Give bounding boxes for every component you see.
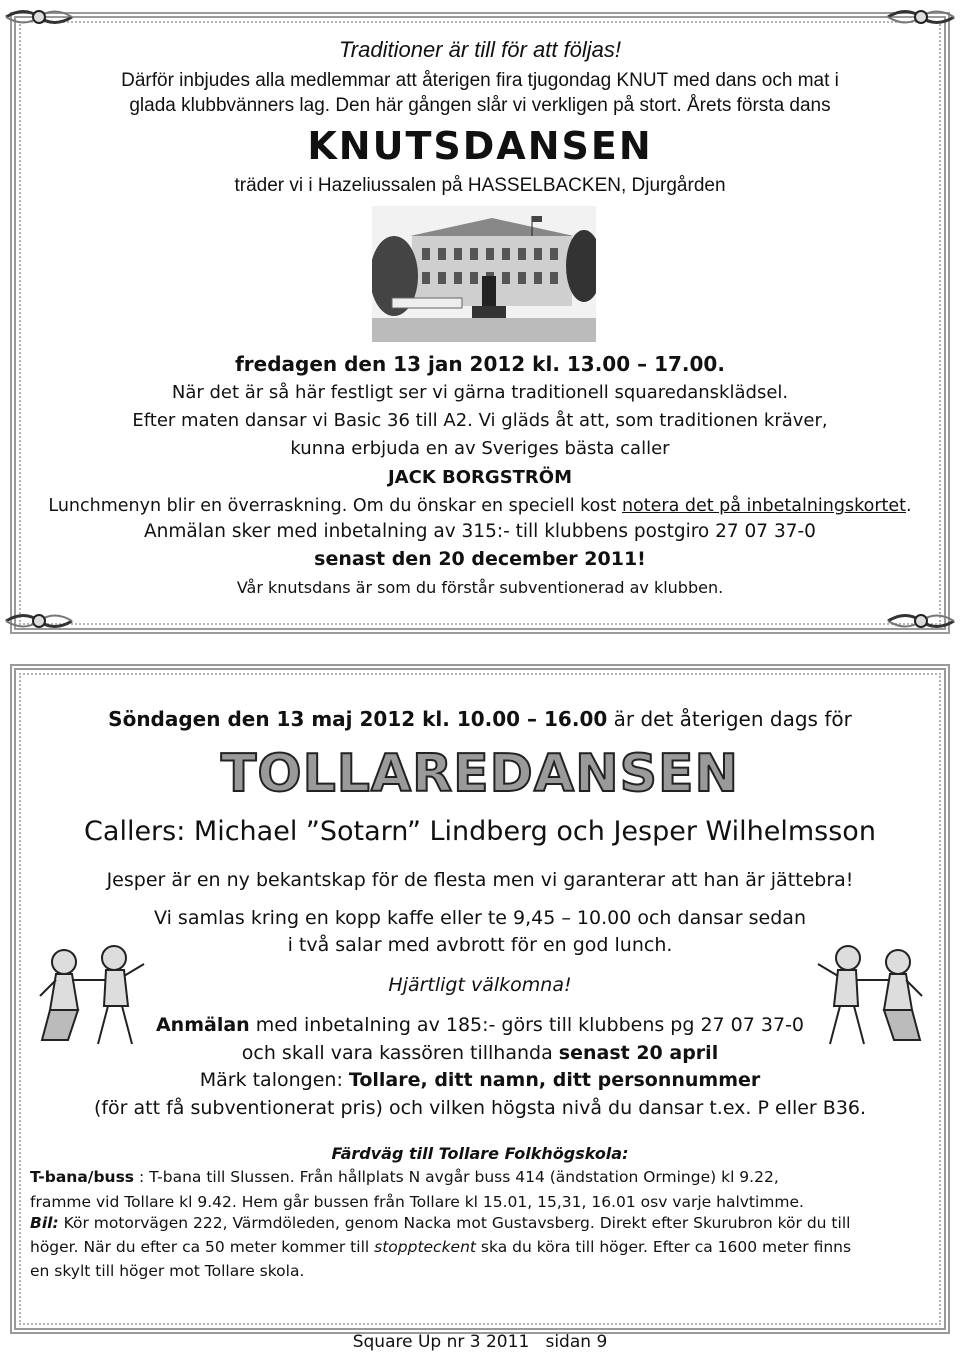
knutsdansen-title: KNUTSDANSEN	[307, 124, 653, 168]
car-label: Bil:	[30, 1214, 59, 1232]
rope-knot-icon	[886, 608, 956, 634]
coffee-line-2: i två salar med avbrott för en god lunch.	[287, 934, 673, 956]
after-food-text: Efter maten dansar vi Basic 36 till A2.	[132, 410, 473, 431]
menu-c: notera det på inbetalningskortet	[621, 496, 907, 516]
tollaredansen-title: TOLLAREDANSEN	[220, 744, 740, 804]
car-line-1	[30, 1214, 850, 1232]
rope-knot-icon	[4, 608, 74, 634]
rope-knot-icon	[4, 4, 74, 30]
knutsdansen-date: fredagen den 13 jan 2012 kl. 13.00 – 17.00.	[235, 352, 725, 376]
subsidy-note: Vår knutsdans är som du förstår subventionerad av klubben.	[236, 578, 724, 597]
tollare-date: Söndagen den 13 maj 2012 kl. 10.00 – 16.00	[108, 707, 608, 731]
car-line-2	[30, 1238, 851, 1256]
signup-bold: Anmälan	[155, 1014, 250, 1036]
signup-rest: med inbetalning av 185:- görs till klubbens pg 27 07 37-0	[249, 1014, 805, 1036]
welcome-text: Hjärtligt välkomna!	[388, 974, 572, 996]
section1-heading: Traditioner är till för att följas!	[338, 37, 622, 62]
cashier-a: och skall vara kassören tillhanda	[241, 1042, 559, 1064]
caller-intro-b: kunna erbjuda en av Sveriges bästa caller	[290, 438, 670, 459]
jesper-note: Jesper är en ny bekantskap för de flesta men vi garanterar att han är jättebra!	[106, 869, 854, 891]
venue-text: träder vi i Hazeliussalen på HASSELBACKEN, Djurgården	[234, 175, 726, 196]
tbana-text: : T-bana till Slussen. Från hållplats N avgår buss 414 (ändstation Orminge) kl 9.22,	[134, 1168, 779, 1186]
dance-levels	[0, 410, 960, 431]
tbana-line-1	[30, 1168, 779, 1186]
callers-line: Callers: Michael ”Sotarn” Lindberg och Jesper Wilhelmsson	[84, 816, 876, 847]
menu-a: Lunchmenyn blir en överraskning.	[48, 496, 348, 516]
intro-line-2: glada klubbvänners lag. Den här gången slår vi verkligen på stort. Årets första dans	[129, 95, 831, 116]
coffee-line-1: Vi samlas kring en kopp kaffe eller te 9,45 – 10.00 och dansar sedan	[154, 907, 806, 929]
hasselbacken-photo	[372, 206, 596, 342]
dancing-couple-icon	[32, 940, 150, 1050]
page-footer: Square Up nr 3 2011 sidan 9	[352, 1332, 608, 1352]
signup-text: Anmälan sker med inbetalning av 315:- till klubbens postgiro 27 07 37-0	[144, 521, 816, 542]
tbana-line-2: framme vid Tollare kl 9.42. Hem går bussen från Tollare kl 15.01, 15,31, 16.01 osv varje halvtimme.	[30, 1193, 804, 1211]
caller-name: JACK BORGSTRÖM	[387, 467, 573, 488]
car-line-3: en skylt till höger mot Tollare skola.	[30, 1262, 305, 1280]
dancing-couple-icon	[812, 940, 930, 1050]
car-line2-c: ska du köra till höger. Efter ca 1600 meter finns	[476, 1238, 852, 1256]
caller-intro-a: Vi gläds åt att, som traditionen kräver,	[478, 410, 828, 431]
rope-knot-icon	[886, 4, 956, 30]
intro-line-1: Därför inbjudes alla medlemmar att återigen fira tjugondag KNUT med dans och mat i	[121, 70, 839, 91]
mark-line	[0, 1069, 960, 1091]
cashier-b: senast 20 april	[558, 1042, 719, 1064]
tollare-date-rest: är det återigen dags för	[607, 707, 852, 731]
tollare-date-line	[0, 707, 960, 731]
signup-deadline: senast den 20 december 2011!	[314, 548, 646, 570]
route-title: Färdväg till Tollare Folkhögskola:	[331, 1144, 629, 1163]
tbana-label: T-bana/buss	[30, 1168, 135, 1186]
car-text: Kör motorvägen 222, Värmdöleden, genom Nacka mot Gustavsberg. Direkt efter Skurubron kör du till	[58, 1214, 851, 1232]
car-line2-b: stoppteckent	[374, 1238, 476, 1256]
car-line2-a: höger. När du efter ca 50 meter kommer till	[30, 1238, 375, 1256]
menu-b: Om du önskar en speciell kost	[352, 496, 617, 516]
menu-d: .	[906, 496, 912, 516]
dress-code: När det är så här festligt ser vi gärna traditionell squaredansklädsel.	[171, 382, 789, 403]
tollare-subsidy: (för att få subventionerat pris) och vilken högsta nivå du dansar t.ex. P eller B36.	[93, 1097, 867, 1119]
menu-text	[0, 496, 960, 516]
mark-b: Tollare, ditt namn, ditt personnummer	[348, 1069, 761, 1091]
mark-a: Märk talongen:	[199, 1069, 349, 1091]
